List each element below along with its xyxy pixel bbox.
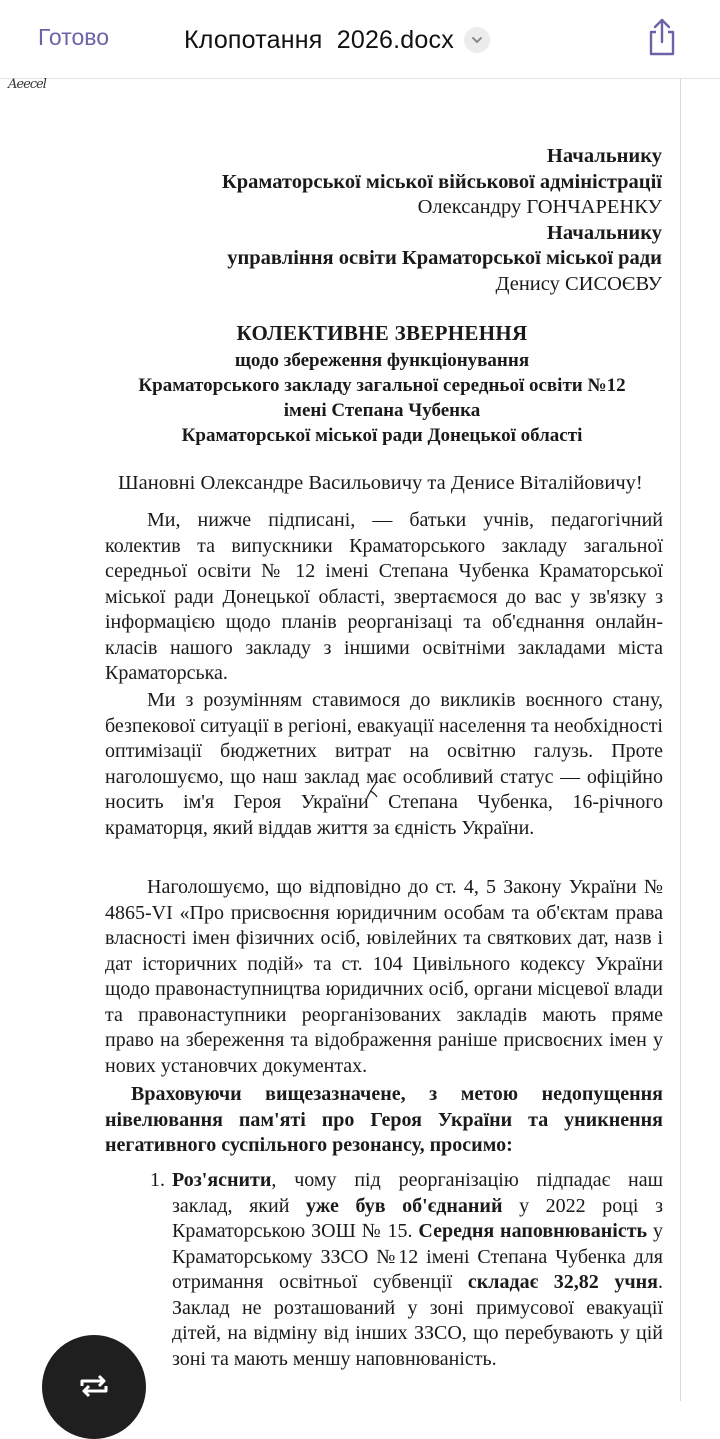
- addressee-line: Олександру ГОНЧАРЕНКУ: [417, 196, 662, 218]
- heading-title: КОЛЕКТИВНЕ ЗВЕРНЕННЯ: [236, 321, 528, 345]
- repeat-button[interactable]: [42, 1335, 146, 1439]
- greeting: Шановні Олександре Васильовичу та Денисе Віталійовичу!: [118, 472, 643, 494]
- request-intro: Враховуючи вищезазначене, з метою недопущення нівелювання пам'яті про Героя України та уникнення негативного суспільного резонансу, просимо:: [105, 1083, 663, 1156]
- bold-text: уже був об'єднаний: [306, 1194, 503, 1217]
- done-button[interactable]: Готово: [38, 24, 110, 50]
- paragraph: Наголошуємо, що відповідно до ст. 4, 5 Закону України № 4865-VI «Про присвоєння юридичним особам та об'єктам права власності імен фізичних осіб, ювілейних та святкових дат, назв і дат історичних подій» та ст. 104 Цивільного кодексу України щодо правонаступництва юридичних осіб, органи місцевої влади та правонаступники реорганізованих закладів мають пряме право на збереження та відображення раніше присвоєних імен у нових установчих документах.: [105, 876, 663, 1077]
- pen-mark-icon: [364, 780, 380, 802]
- top-toolbar: [0, 0, 720, 79]
- document-title-area[interactable]: [184, 22, 490, 58]
- paragraph: Ми, нижче підписані, — батьки учнів, педагогічний колектив та випускники Краматорського закладу загальної середньої освіти № 12 імені Степана Чубенка Краматорської міської ради Донецької області, звертаємося до вас у зв'язку з інформацією щодо планів реорганізаці та об'єднання онлайн-класів нашого закладу з іншими освітніми закладами міста Краматорська.: [105, 509, 663, 684]
- text: у 2022 році з Краматорською ЗОШ № 15.: [172, 1194, 663, 1242]
- text: у Краматорському ЗЗСО №12 імені Степана Чубенка для отримання освітньої субвенції: [172, 1220, 664, 1293]
- page-edge: [680, 79, 681, 1401]
- text: . Заклад не розташований у зоні примусової евакуації дітей, на відміну від інших ЗЗСО, що перебувають у цій зоні та мають меншу наповнюваність.: [172, 1271, 663, 1370]
- heading-subtitle: Краматорського закладу загальної середньої освіти №12: [138, 375, 626, 396]
- document-title: Клопотання 2026.docx: [184, 25, 454, 54]
- bold-text: складає 32,82 учня: [467, 1271, 658, 1293]
- repeat-icon: [77, 1373, 111, 1399]
- bold-text: Роз'яснити: [172, 1169, 272, 1191]
- addressee-block: [222, 144, 662, 297]
- heading-subtitle: імені Степана Чубенка: [283, 400, 481, 421]
- share-icon[interactable]: [644, 15, 680, 59]
- heading-subtitle: щодо збереження функціонування: [234, 350, 530, 371]
- list-item: [150, 1168, 663, 1372]
- chevron-down-icon[interactable]: [464, 27, 490, 53]
- addressee-line: Краматорської міської військової адміністрації: [221, 170, 662, 193]
- text: , чому під реорганізацію підпадає наш заклад, який: [172, 1169, 663, 1217]
- document-heading: [90, 318, 674, 448]
- handwritten-scribble: Aeecel: [8, 77, 46, 92]
- addressee-line: управління освіти Краматорської міської ради: [227, 247, 662, 269]
- paragraph: Ми з розумінням ставимося до викликів воєнного стану, безпекової ситуації в регіоні, евакуації населення та необхідності оптимізації бюджетних витрат на освітню галузь. Проте наголошуємо, що наш заклад має особливий статус — офіційно носить ім'я Героя України Степана Чубенка, 16-річного краматорця, який віддав життя за єдність України.: [105, 689, 663, 839]
- heading-subtitle: Краматорської міської ради Донецької області: [181, 425, 583, 446]
- addressee-line: Начальнику: [546, 145, 662, 167]
- list-item-number: 1.: [150, 1169, 165, 1191]
- addressee-line: Начальнику: [546, 221, 662, 244]
- addressee-line: Денису СИСОЄВУ: [495, 272, 662, 295]
- bold-text: Середня наповнюваність: [418, 1220, 648, 1242]
